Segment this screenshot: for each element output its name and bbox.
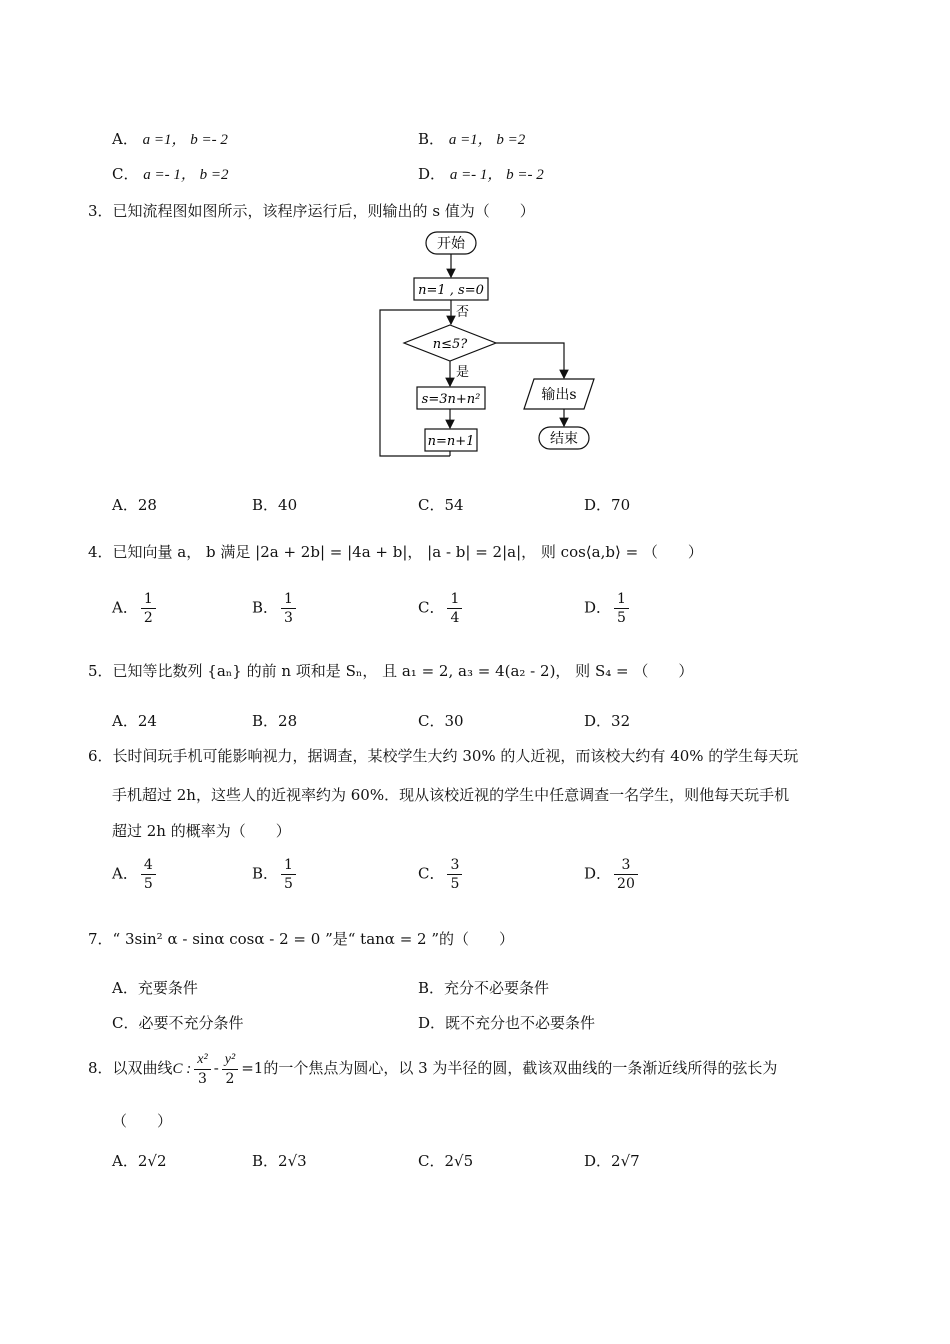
option-label: D． [584, 712, 612, 730]
q2-option-c [112, 163, 229, 184]
numerator: 3 [614, 856, 638, 875]
option-text: 70 [611, 496, 631, 514]
option-text: a =- 1， b =- 2 [449, 167, 544, 183]
option-label: A． [112, 864, 138, 883]
denominator: 5 [617, 610, 626, 626]
option-text: 2√3 [278, 1152, 307, 1170]
q5-option-a [112, 710, 157, 731]
option-text: 既不充分也不必要条件 [445, 1014, 596, 1032]
q6-option-c [418, 856, 465, 893]
fraction [447, 590, 462, 627]
option-label: C． [112, 1014, 139, 1032]
q6-option-d [584, 856, 641, 893]
no-label: 否 [456, 305, 470, 320]
denominator: 4 [450, 610, 460, 626]
q6-option-b [252, 856, 299, 893]
option-label: D． [584, 496, 612, 514]
init-label: n=1 , s=0 [418, 283, 484, 298]
q7-option-a [112, 977, 198, 998]
option-text: a =- 1， b =2 [143, 167, 229, 183]
option-label: A． [112, 130, 138, 148]
fraction [141, 590, 156, 627]
fraction-x [194, 1051, 210, 1088]
option-label: B． [252, 598, 279, 617]
minus-sign: - [213, 1059, 219, 1077]
fraction [281, 856, 296, 893]
flowchart [370, 228, 610, 473]
numerator: y² [222, 1051, 238, 1070]
denominator: 5 [284, 876, 293, 892]
option-label: C． [418, 496, 445, 514]
option-label: B． [418, 130, 445, 148]
option-label: D． [584, 1152, 612, 1170]
option-text: 2√7 [611, 1152, 640, 1170]
q5-option-c [418, 710, 464, 731]
q6-option-a [112, 856, 159, 893]
q8-pre: 8．以双曲线 [88, 1059, 173, 1077]
denominator: 20 [617, 876, 635, 892]
denominator: 3 [198, 1070, 207, 1087]
option-label: C． [418, 1152, 445, 1170]
option-label: D． [584, 864, 612, 883]
numerator: 1 [614, 590, 629, 609]
q8-eq-suffix: =1 [241, 1059, 264, 1077]
numerator: 1 [447, 590, 462, 609]
fraction-y [222, 1051, 238, 1088]
q8-option-a [112, 1150, 167, 1171]
option-label: D． [584, 598, 612, 617]
option-label: A． [112, 496, 138, 514]
q2-option-b [418, 128, 525, 149]
option-text: 充要条件 [137, 979, 198, 997]
numerator: 1 [281, 856, 296, 875]
q4-stem: 4．已知向量 a， b 满足 |2a + 2b| = |4a + b|， |a - b| = 2|a|， 则 cos⟨a,b⟩ = （ ） [88, 543, 703, 561]
option-label: A． [112, 1152, 138, 1170]
denominator: 2 [143, 610, 153, 626]
q4-option-c [418, 590, 465, 627]
option-label: D． [418, 165, 446, 183]
start-label: 开始 [437, 236, 465, 252]
condition-label: n≤5? [432, 337, 468, 352]
option-text: 32 [611, 712, 631, 730]
numerator: 4 [141, 856, 156, 875]
option-label: A． [112, 712, 138, 730]
q8-option-b [252, 1150, 307, 1171]
option-label: A． [112, 979, 138, 997]
fraction [614, 590, 629, 627]
option-label: B． [252, 864, 279, 883]
fraction [281, 590, 296, 627]
q7-option-d [418, 1012, 595, 1033]
option-text: a =1， b =- 2 [142, 132, 228, 148]
q7-option-b [418, 977, 549, 998]
denominator: 5 [450, 876, 460, 892]
q3-option-b [252, 494, 297, 515]
end-label: 结束 [550, 431, 578, 447]
q8-option-c [418, 1150, 473, 1171]
q4-option-a [112, 590, 159, 627]
option-label: C． [418, 712, 445, 730]
option-label: B． [252, 712, 279, 730]
option-text: 30 [444, 712, 464, 730]
denominator: 2 [225, 1070, 235, 1087]
option-text: 2√5 [444, 1152, 474, 1170]
option-text: 2√2 [137, 1152, 167, 1170]
q8-option-d [584, 1150, 640, 1171]
flow-arrow [496, 343, 564, 378]
option-label: D． [418, 1014, 446, 1032]
q5-option-b [252, 710, 297, 731]
q8-stem [88, 1050, 777, 1088]
option-label: C． [418, 598, 445, 617]
q4-option-d [584, 590, 632, 627]
q8-eq-prefix: C : [172, 1061, 192, 1077]
increment-label: n=n+1 [427, 434, 475, 449]
q3-option-c [418, 494, 464, 515]
option-text: 54 [444, 496, 464, 514]
q6-stem-line2: 手机超过 2h，这些人的近视率约为 60%．现从该校近视的学生中任意调查一名学生，则他每天玩手机 [112, 786, 790, 804]
option-label: C． [418, 864, 445, 883]
numerator: x² [194, 1051, 210, 1070]
numerator: 1 [141, 590, 156, 609]
option-text: 28 [137, 496, 157, 514]
option-label: B． [252, 496, 279, 514]
numerator: 3 [447, 856, 462, 875]
q2-option-a [112, 128, 228, 149]
fraction [447, 856, 462, 893]
q5-stem: 5．已知等比数列 {aₙ} 的前 n 项和是 Sₙ， 且 a₁ = 2, a₃ = 4(a₂ - 2)， 则 S₄ = （ ） [88, 662, 694, 680]
q3-option-a [112, 494, 157, 515]
option-label: B． [418, 979, 445, 997]
output-label: 输出s [541, 387, 577, 403]
q2-option-d [418, 163, 544, 184]
fraction [614, 856, 638, 893]
fraction [141, 856, 156, 893]
q7-option-c [112, 1012, 244, 1033]
q6-stem-line1: 6．长时间玩手机可能影响视力，据调查，某校学生大约 30% 的人近视，而该校大约有 40% 的学生每天玩 [88, 747, 799, 765]
yes-label: 是 [456, 365, 470, 380]
q6-stem-line3: 超过 2h 的概率为（ ） [112, 822, 291, 840]
q7-stem: 7．“ 3sin² α - sinα cosα - 2 = 0 ”是“ tanα = 2 ”的（ ） [88, 930, 515, 948]
option-text: 28 [278, 712, 298, 730]
option-text: 必要不充分条件 [138, 1014, 244, 1032]
q5-option-d [584, 710, 630, 731]
q8-stem-line2: （ ） [112, 1112, 173, 1130]
q3-stem: 3．已知流程图如图所示，该程序运行后，则输出的 s 值为（ ） [88, 202, 535, 220]
q4-option-b [252, 590, 299, 627]
assign-label: s=3n+n² [421, 392, 481, 407]
q8-post: 的一个焦点为圆心，以 3 为半径的圆，截该双曲线的一条渐近线所得的弦长为 [263, 1059, 778, 1077]
option-label: C． [112, 165, 139, 183]
denominator: 3 [284, 610, 293, 626]
option-label: B． [252, 1152, 279, 1170]
option-text: 充分不必要条件 [444, 979, 550, 997]
option-label: A． [112, 598, 138, 617]
q3-option-d [584, 494, 630, 515]
option-text: 24 [137, 712, 157, 730]
denominator: 5 [143, 876, 153, 892]
numerator: 1 [281, 590, 296, 609]
option-text: 40 [278, 496, 298, 514]
option-text: a =1， b =2 [448, 132, 526, 148]
